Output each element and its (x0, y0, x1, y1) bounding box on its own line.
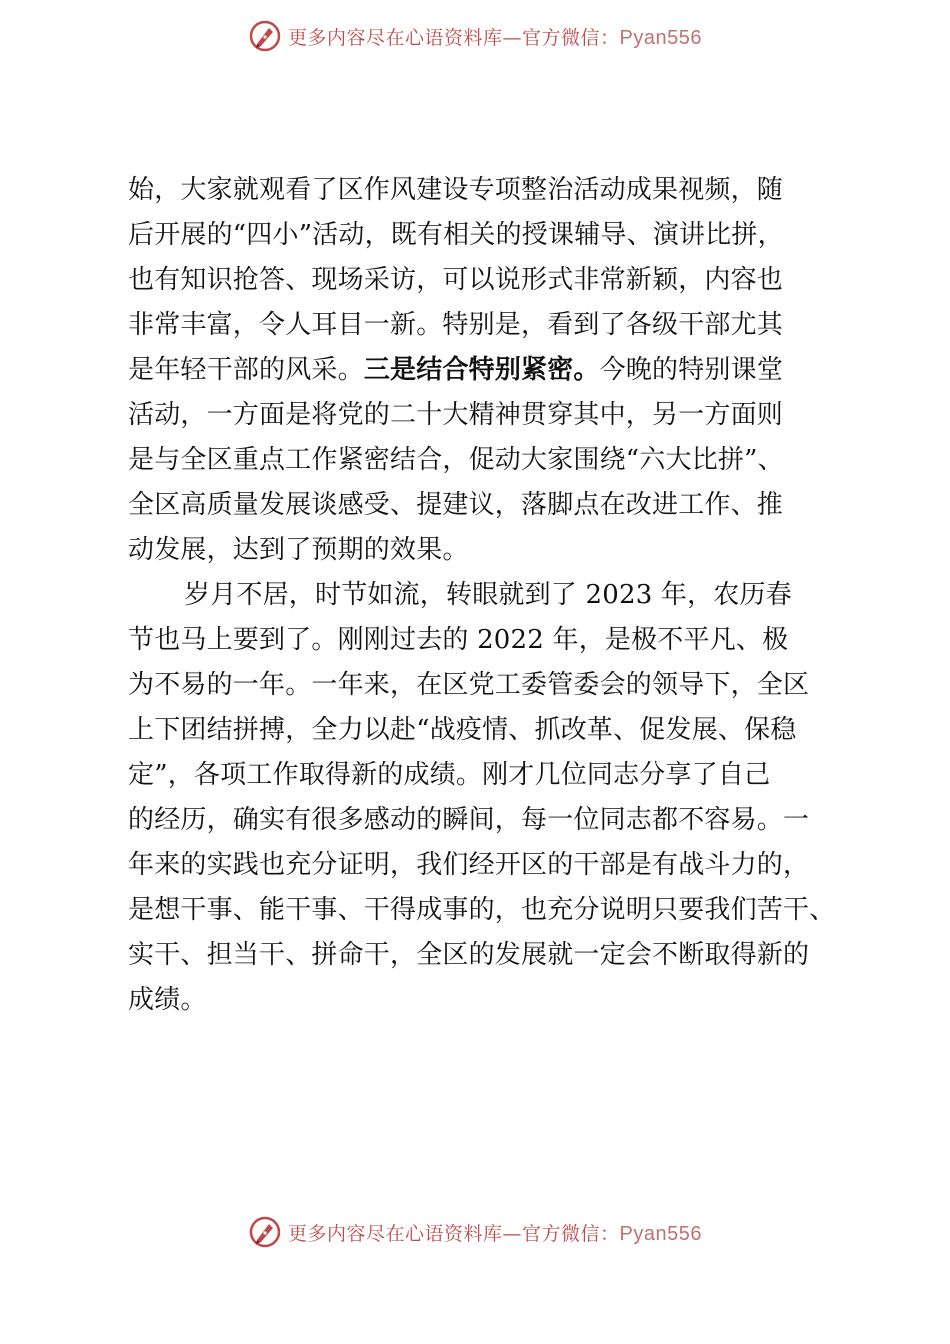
header-banner (0, 16, 950, 56)
text-line: 上下团结拼搏，全力以赴“战疫情、抓改革、促发展、保稳 (128, 715, 797, 745)
footer-banner (0, 1212, 950, 1252)
text-line: 始，大家就观看了区作风建设专项整治活动成果视频，随 (128, 175, 784, 205)
text-line: 活动，一方面是将党的二十大精神贯穿其中，另一方面则 (128, 400, 784, 430)
text-line: 实干、担当干、拼命干，全区的发展就一定会不断取得新的 (128, 940, 810, 970)
text-line: 为不易的一年。一年来，在区党工委管委会的领导下，全区 (128, 670, 810, 700)
text-line: 也有知识抢答、现场采访，可以说形式非常新颖，内容也 (128, 265, 784, 295)
banner-text: 更多内容尽在心语资料库—官方微信：Pyan556 (288, 26, 702, 49)
text-line: 是与全区重点工作紧密结合，促动大家围绕“六大比拼”、 (128, 445, 784, 475)
text-line: 年来的实践也充分证明，我们经开区的干部是有战斗力的， (128, 850, 810, 880)
text-line: 后开展的“四小”活动，既有相关的授课辅导、演讲比拼， (128, 220, 784, 250)
text-line (128, 348, 858, 393)
text-run: 是年轻干部的风采。 (128, 355, 364, 385)
text-line: 节也马上要到了。刚刚过去的 2022 年，是极不平凡、极 (128, 625, 789, 655)
banner-text: 更多内容尽在心语资料库—官方微信：Pyan556 (288, 1222, 702, 1245)
document-body (128, 168, 858, 1023)
paragraph-2 (128, 573, 858, 1023)
text-run: 今晚的特别课堂 (599, 355, 784, 385)
text-line: 岁月不居，时节如流，转眼就到了 2023 年，农历春 (184, 580, 792, 610)
text-line: 定”，各项工作取得新的成绩。刚才几位同志分享了自己 (128, 760, 771, 790)
text-line: 的经历，确实有很多感动的瞬间，每一位同志都不容易。一 (128, 805, 810, 835)
pen-nib-logo-icon (248, 1215, 282, 1249)
bold-heading-run: 三是结合特别紧密。 (363, 355, 600, 385)
text-line: 成绩。 (128, 985, 207, 1015)
pen-nib-logo-icon (248, 19, 282, 53)
text-line: 非常丰富，令人耳目一新。特别是，看到了各级干部尤其 (128, 310, 784, 340)
paragraph-1 (128, 168, 858, 573)
wechat-id: Pyan556 (619, 26, 702, 49)
wechat-id: Pyan556 (619, 1222, 702, 1245)
text-line: 全区高质量发展谈感受、提建议，落脚点在改进工作、推 (128, 490, 784, 520)
text-line: 是想干事、能干事、干得成事的，也充分说明只要我们苦干、 (128, 895, 836, 925)
text-line: 动发展，达到了预期的效果。 (128, 535, 469, 565)
